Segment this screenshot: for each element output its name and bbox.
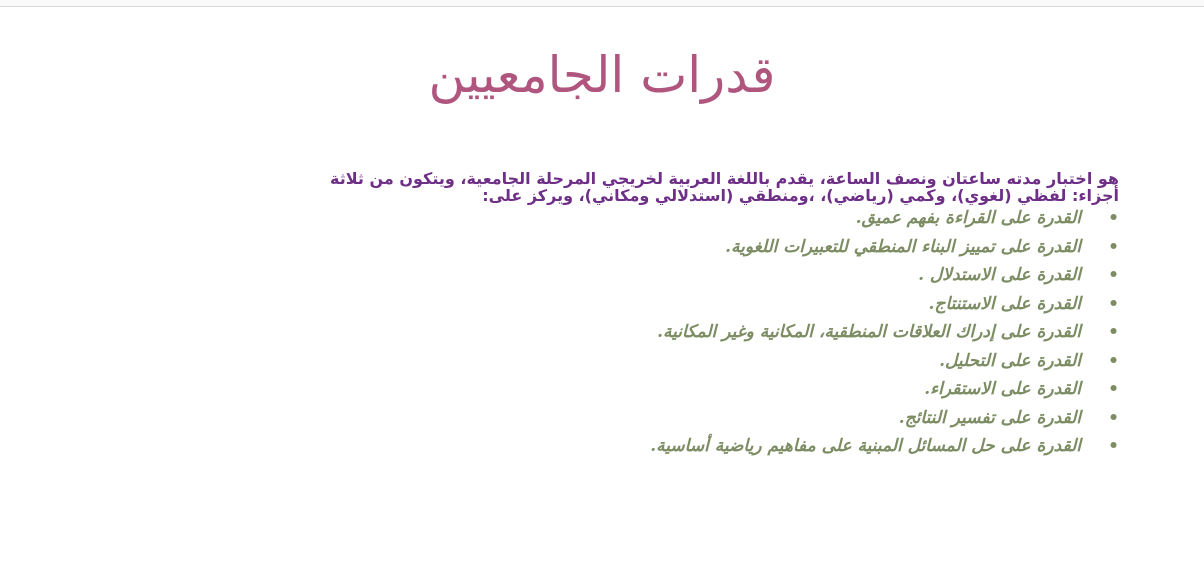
list-item-text: القدرة على التحليل. bbox=[939, 350, 1081, 371]
list-item-text: القدرة على تمييز البناء المنطقي للتعبيرات اللغوية. bbox=[725, 236, 1081, 257]
top-border bbox=[0, 0, 1204, 7]
list-item bbox=[279, 432, 1119, 461]
list-item bbox=[279, 404, 1119, 433]
list-item bbox=[279, 204, 1119, 233]
list-item bbox=[279, 347, 1119, 376]
bullet-icon: • bbox=[1108, 436, 1119, 456]
content-block bbox=[279, 170, 1119, 461]
bullet-icon: • bbox=[1108, 350, 1119, 371]
list-item-text: القدرة على الاستنتاج. bbox=[928, 293, 1081, 314]
bullet-icon: • bbox=[1108, 407, 1119, 428]
intro-paragraph: هو اختبار مدته ساعتان ونصف الساعة، يقدم باللغة العربية لخريجي المرحلة الجامعية، ويتكون من ثلاثة أجزاء: لفظي (لغوي)، وكمي (رياضي)، ،ومنطقي (استدلالي ومكاني)، ويركز على: bbox=[330, 169, 1119, 205]
bullet-icon: • bbox=[1108, 379, 1119, 399]
list-item bbox=[279, 290, 1119, 319]
bullet-icon: • bbox=[1108, 322, 1119, 342]
list-item bbox=[279, 318, 1119, 347]
list-item-text: القدرة على الاستقراء. bbox=[924, 379, 1081, 399]
list-item bbox=[279, 233, 1119, 262]
list-item bbox=[279, 261, 1119, 290]
bullet-icon: • bbox=[1108, 208, 1119, 228]
bullet-icon: • bbox=[1108, 265, 1119, 285]
list-item-text: القدرة على إدراك العلاقات المنطقية، المكانية وغير المكانية. bbox=[657, 322, 1081, 342]
page-title: قدرات الجامعيين bbox=[428, 46, 776, 104]
list-item-text: القدرة على الاستدلال . bbox=[918, 265, 1081, 285]
list-item-text: القدرة على حل المسائل المبنية على مفاهيم رياضية أساسية. bbox=[650, 436, 1081, 456]
skills-list bbox=[279, 204, 1119, 461]
list-item-text: القدرة على تفسير النتائج. bbox=[898, 407, 1081, 428]
bullet-icon: • bbox=[1108, 236, 1119, 257]
bullet-icon: • bbox=[1108, 293, 1119, 314]
list-item bbox=[279, 375, 1119, 404]
list-item-text: القدرة على القراءة بفهم عميق. bbox=[855, 208, 1081, 228]
